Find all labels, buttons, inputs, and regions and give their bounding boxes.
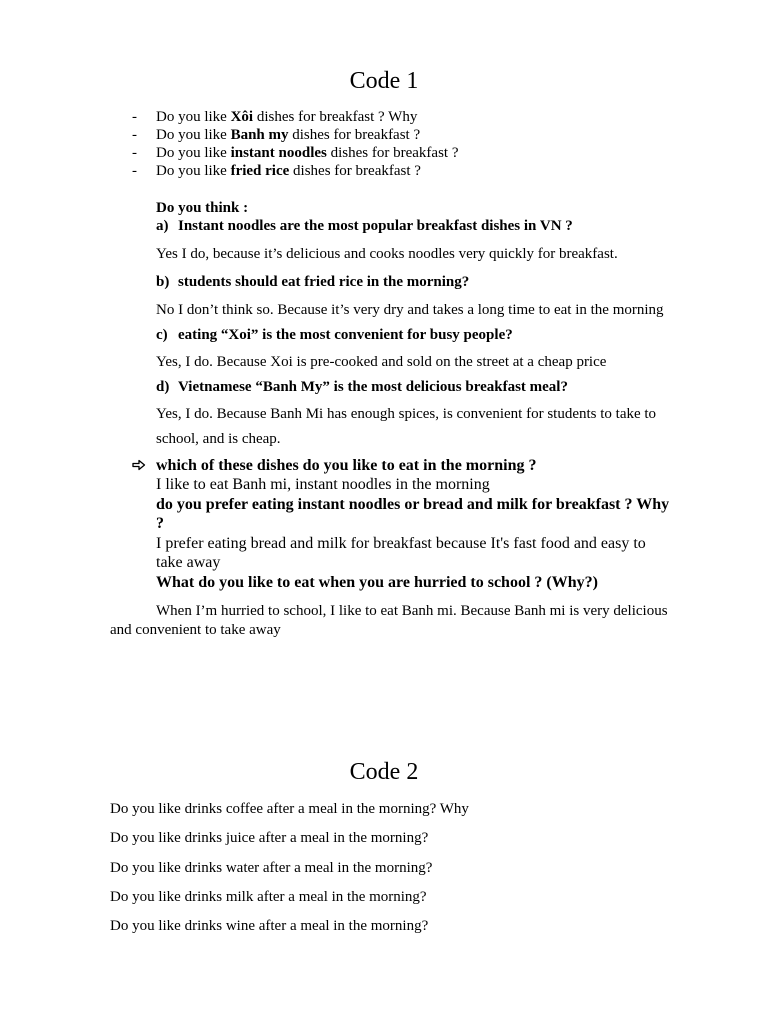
- answer-d-line1: Yes, I do. Because Banh Mi has enough spices, is convenient for students to take to: [156, 406, 657, 422]
- question-b: students should eat fried rice in the morning?: [178, 274, 470, 290]
- question-letter: d): [156, 379, 170, 395]
- bullet-item-2: [156, 126, 420, 144]
- code2-question-wine: Do you like drinks wine after a meal in the morning?: [110, 918, 429, 934]
- bullet-text: Do you like: [156, 127, 231, 143]
- bullet-bold: instant noodles: [230, 145, 327, 161]
- bullet-dash: -: [132, 127, 137, 143]
- question-a: Instant noodles are the most popular breakfast dishes in VN ?: [178, 218, 573, 234]
- answer-c: Yes, I do. Because Xoi is pre-cooked and sold on the street at a cheap price: [156, 354, 607, 370]
- question-preference-line2: ?: [156, 515, 164, 532]
- do-you-think-heading: Do you think :: [156, 200, 249, 216]
- answer-d-line2: school, and is cheap.: [156, 431, 281, 447]
- question-letter: a): [156, 218, 169, 234]
- bullet-text: dishes for breakfast ?: [326, 145, 459, 161]
- answer-favorite-dish: I like to eat Banh mi, instant noodles in the morning: [156, 476, 490, 493]
- question-preference-line1: do you prefer eating instant noodles or bread and milk for breakfast ? Why: [156, 496, 670, 513]
- code2-title: Code 2: [349, 759, 419, 785]
- bullet-text: dishes for breakfast ? Why: [253, 109, 418, 125]
- question-hurried: What do you like to eat when you are hurried to school ? (Why?): [156, 574, 598, 591]
- answer-preference-line1: I prefer eating bread and milk for breakfast because It's fast food and easy to: [156, 535, 646, 552]
- answer-a: Yes I do, because it’s delicious and cooks noodles very quickly for breakfast.: [156, 246, 618, 262]
- bullet-item-4: [156, 162, 421, 180]
- question-d: Vietnamese “Banh My” is the most delicious breakfast meal?: [178, 379, 568, 395]
- code2-question-milk: Do you like drinks milk after a meal in the morning?: [110, 889, 427, 905]
- bullet-bold: fried rice: [230, 163, 290, 179]
- final-answer-line2: and convenient to take away: [110, 622, 281, 638]
- bullet-bold: Xôi: [230, 109, 254, 125]
- bullet-dash: -: [132, 109, 137, 125]
- question-c: eating “Xoi” is the most convenient for busy people?: [178, 327, 513, 343]
- arrow-right-icon: [132, 459, 146, 471]
- bullet-bold: Banh my: [230, 127, 289, 143]
- bullet-text: Do you like: [156, 163, 231, 179]
- code2-question-water: Do you like drinks water after a meal in the morning?: [110, 860, 433, 876]
- code2-question-juice: Do you like drinks juice after a meal in the morning?: [110, 830, 429, 846]
- question-letter: c): [156, 327, 168, 343]
- answer-preference-line2: take away: [156, 554, 221, 571]
- bullet-dash: -: [132, 145, 137, 161]
- question-letter: b): [156, 274, 170, 290]
- bullet-text: dishes for breakfast ?: [289, 163, 421, 179]
- bullet-dash: -: [132, 163, 137, 179]
- final-answer-line1: When I’m hurried to school, I like to eat Banh mi. Because Banh mi is very delicious: [156, 603, 668, 619]
- bullet-text: dishes for breakfast ?: [288, 127, 421, 143]
- code2-question-coffee: Do you like drinks coffee after a meal in the morning? Why: [110, 801, 469, 817]
- bullet-text: Do you like: [156, 145, 231, 161]
- bullet-item-1: [156, 108, 417, 126]
- bullet-text: Do you like: [156, 109, 231, 125]
- code1-title: Code 1: [349, 68, 419, 94]
- bullet-item-3: [156, 144, 458, 162]
- answer-b: No I don’t think so. Because it’s very dry and takes a long time to eat in the morning: [156, 302, 664, 318]
- question-favorite-dish: which of these dishes do you like to eat in the morning ?: [156, 457, 537, 474]
